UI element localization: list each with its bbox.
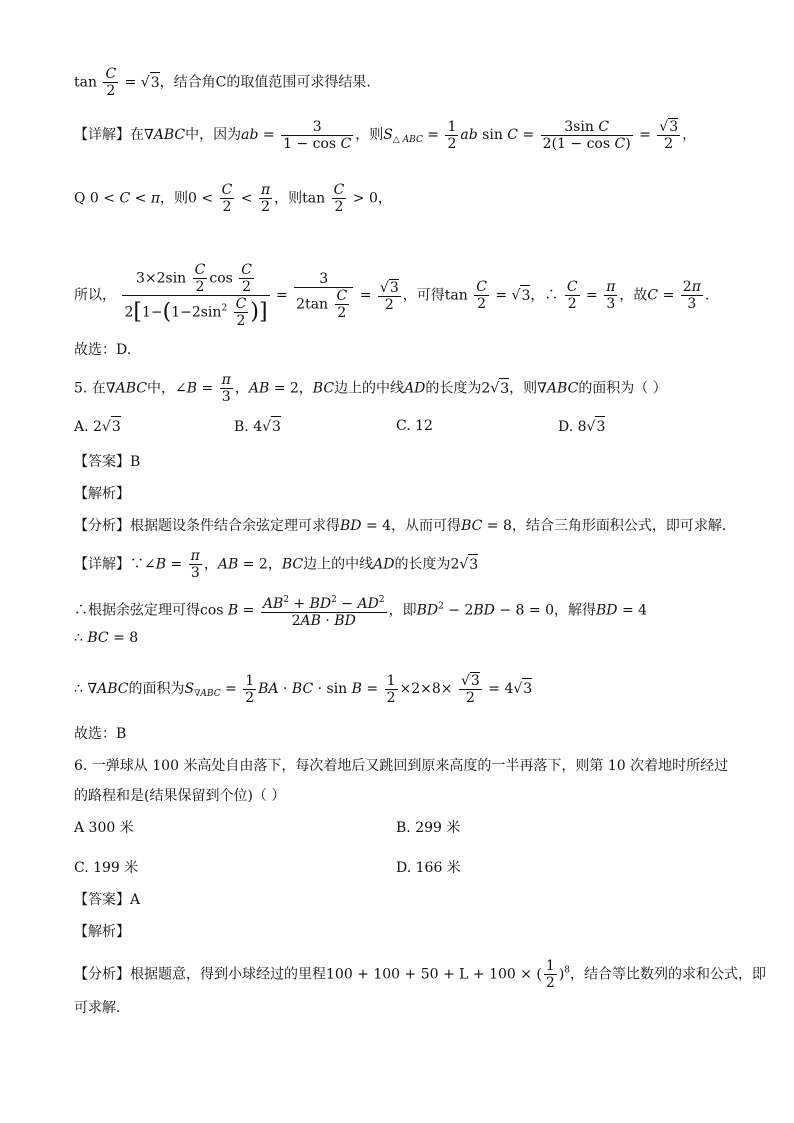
q6-fenxi-cont: 可求解. — [74, 1000, 121, 1016]
q5-option-b[interactable]: B. 4√3 — [234, 416, 281, 437]
q6-fenxi: 【分析】根据题意，得到小球经过的里程100 + 100 + 50 + L + 100 × ( $\frac{1}{2}$ )$^8$，结合等比数列的求和公式，即 — [74, 958, 767, 991]
line-4: 所以， 3×2sin $\frac{C}{2}$ cos $\frac{C}{2}$ $2[1-(1-2\sin^2$ $\frac{C}{2}$ )] = 3 2tan $\frac{C}{2}$ = $\frac{√3}{2}$ ，可得tan $\frac{C}{2}$ = √3，∴ $\frac{C}{2}$ = $\frac{\pi}{3}$ ，故C = $\frac{2\pi}{3}$ . — [74, 262, 710, 329]
q6-option-d[interactable]: D. 166 米 — [396, 860, 461, 876]
q5-option-d[interactable]: D. 8√3 — [558, 416, 605, 437]
q6-line-1: 6. 一弹球从 100 米高处自由落下，每次着地后又跳回到原来高度的一半再落下，则第 10 次着地时所经过 — [74, 758, 729, 774]
q5-detail: 【详解】∵∠B = $\frac{\pi}{3}$ ，AB = 2，BC边上的中线AD的长度为2√3 — [74, 548, 479, 581]
q6-line-2: 的路程和是(结果保留到个位)（ ） — [74, 788, 286, 804]
q5-option-c[interactable]: C. 12 — [396, 418, 433, 434]
line-2: 【详解】在∇ABC中，因为ab = $\frac{3}{\text{1 − cos C}}$ ，则$S_{\triangle ABC}$ = $\frac{1}{2}$ ab sin C = $\frac{\text{3sin C}}{\text{2(1 − cos C)}}$ = $\frac{√3}{2}$ ， — [74, 118, 697, 152]
q6-option-b[interactable]: B. 299 米 — [396, 820, 461, 836]
q5-answer: 【答案】B — [74, 454, 141, 470]
q6-answer: 【答案】A — [74, 892, 141, 908]
line-1: tan $\frac{C}{2}$ = √3，结合角C的取值范围可求得结果. — [74, 66, 371, 99]
q6-option-a[interactable]: A 300 米 — [74, 820, 134, 836]
q5-fenxi: 【分析】根据题设条件结合余弦定理可求得BD = 4，从而可得BC = 8，结合三角形面积公式，即可求解. — [74, 518, 727, 534]
q5-jiexi: 【解析】 — [74, 486, 130, 502]
q5-area: ∴ ∇ABC的面积为$S_{\nabla ABC}$ = $\frac{1}{2}$ BA · BC · sin B = $\frac{1}{2}$ ×2×8× $\frac{√3}{2}$ = 4√3 — [74, 672, 533, 706]
q6-jiexi: 【解析】 — [74, 924, 130, 940]
q5-stem: 5. 在∇ABC中，∠B = $\frac{\pi}{3}$ ，AB = 2，BC边上的中线AD的长度为2√3，则∇ABC的面积为（ ） — [74, 372, 667, 405]
line-5: 故选：D. — [74, 342, 132, 358]
line-3: Q 0 < C < π，则0 < $\frac{C}{2}$ < $\frac{\pi}{2}$ ，则tan $\frac{C}{2}$ > 0， — [74, 182, 392, 215]
q5-choose: 故选：B — [74, 726, 127, 742]
q6-option-c[interactable]: C. 199 米 — [74, 860, 139, 876]
q5-option-a[interactable]: A. 2√3 — [74, 416, 121, 437]
q5-bc: ∴ BC = 8 — [74, 630, 139, 646]
q5-cosine: ∴根据余弦定理可得cos B = $\frac{AB^2 + BD^2 - AD^2}{2AB \cdot BD}$ ，即$BD^2 - 2BD - 8 = 0$，解得BD = 4 — [74, 592, 647, 629]
